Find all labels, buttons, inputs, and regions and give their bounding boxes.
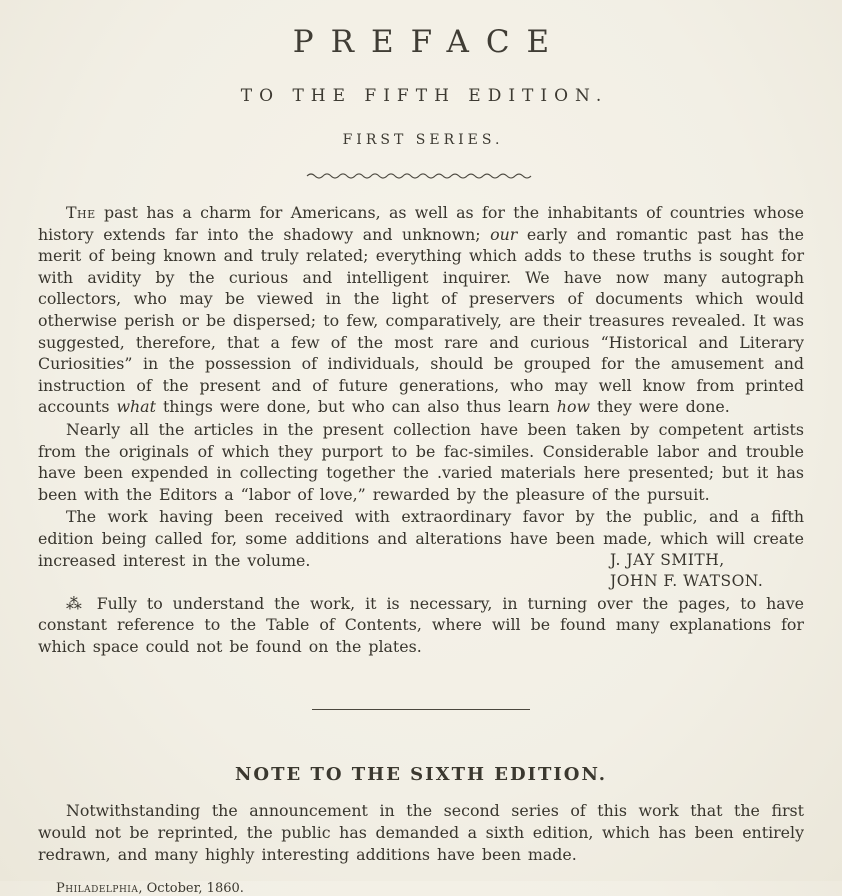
text-segment: early and romantic past has the merit of being known and truly related; everything which adds to these truths is sought for with avidity by the curious and intelligent inquirer. We have now many autograph collectors, who may be viewed in the light of preservers of documents which would otherwise perish or be dispersed; to few, comparatively, are their treasures revealed. It was suggested, therefore, that a few of the most rare and curious “Historical and Literary Curiosities” in the possession of individuals, should be grouped for the amusement and instruction of the present and of future generations, who may well know from printed accounts — [38, 224, 804, 417]
text-segment: Notwithstanding the announcement in the second series of this work that the first would not be reprinted, the public has demanded a sixth edition, which has been entirely redrawn, and many highly interesting additions have been made. — [38, 801, 804, 864]
text-segment: Fully to understand the work, it is necessary, in turning over the pages, to have constant reference to the Table of Contents, where will be found many explanations for which space could not be found on the plates. — [38, 593, 804, 656]
text-segment: The work having been received with extraordinary favor by the public, and a fifth edition being called for, some additions and alterations have been made, which will create increased interest in the volume. — [38, 507, 804, 570]
preface-paragraph-2 — [38, 419, 804, 505]
text-segment: how — [556, 397, 590, 417]
signature-line-2: JOHN F. WATSON. — [610, 572, 764, 591]
text-segment: our — [490, 224, 518, 244]
wavy-divider-line — [307, 174, 531, 178]
footnote — [38, 593, 804, 658]
wavy-divider — [305, 170, 537, 180]
text-segment: what — [116, 397, 156, 417]
note-paragraph — [38, 800, 804, 865]
text-segment: Philadelphia — [56, 881, 139, 896]
preface-paragraph-1 — [38, 202, 804, 418]
preface-body — [38, 202, 804, 571]
section-divider — [312, 709, 530, 710]
series-label: FIRST SERIES. — [342, 132, 504, 148]
text-segment: they were done. — [589, 397, 730, 417]
note-heading: NOTE TO THE SIXTH EDITION. — [234, 764, 608, 786]
text-segment: , October, 1860. — [138, 881, 244, 896]
signature-block — [610, 550, 804, 593]
signature-line-1: J. JAY SMITH, — [610, 550, 725, 569]
text-segment: things were done, but who can also thus learn — [155, 397, 557, 417]
page-title: PREFACE — [292, 24, 567, 60]
text-segment: ⁂ — [66, 593, 97, 613]
edition-subtitle: TO THE FIFTH EDITION. — [240, 86, 609, 106]
text-segment: The — [66, 203, 96, 222]
text-segment: past has a charm for Americans, as well as for the inhabitants of countries whose history extends far into the shadowy and unknown; — [38, 203, 804, 244]
imprint-line — [56, 881, 804, 896]
text-segment: Nearly all the articles in the present collection have been taken by competent artists from the originals of which they purport to be fac-similes. Considerable labor and trouble have been expended in collecting together the .varied materials here presented; but it has been with the Editors a “labor of love,” rewarded by the pleasure of the pursuit. — [38, 419, 804, 504]
